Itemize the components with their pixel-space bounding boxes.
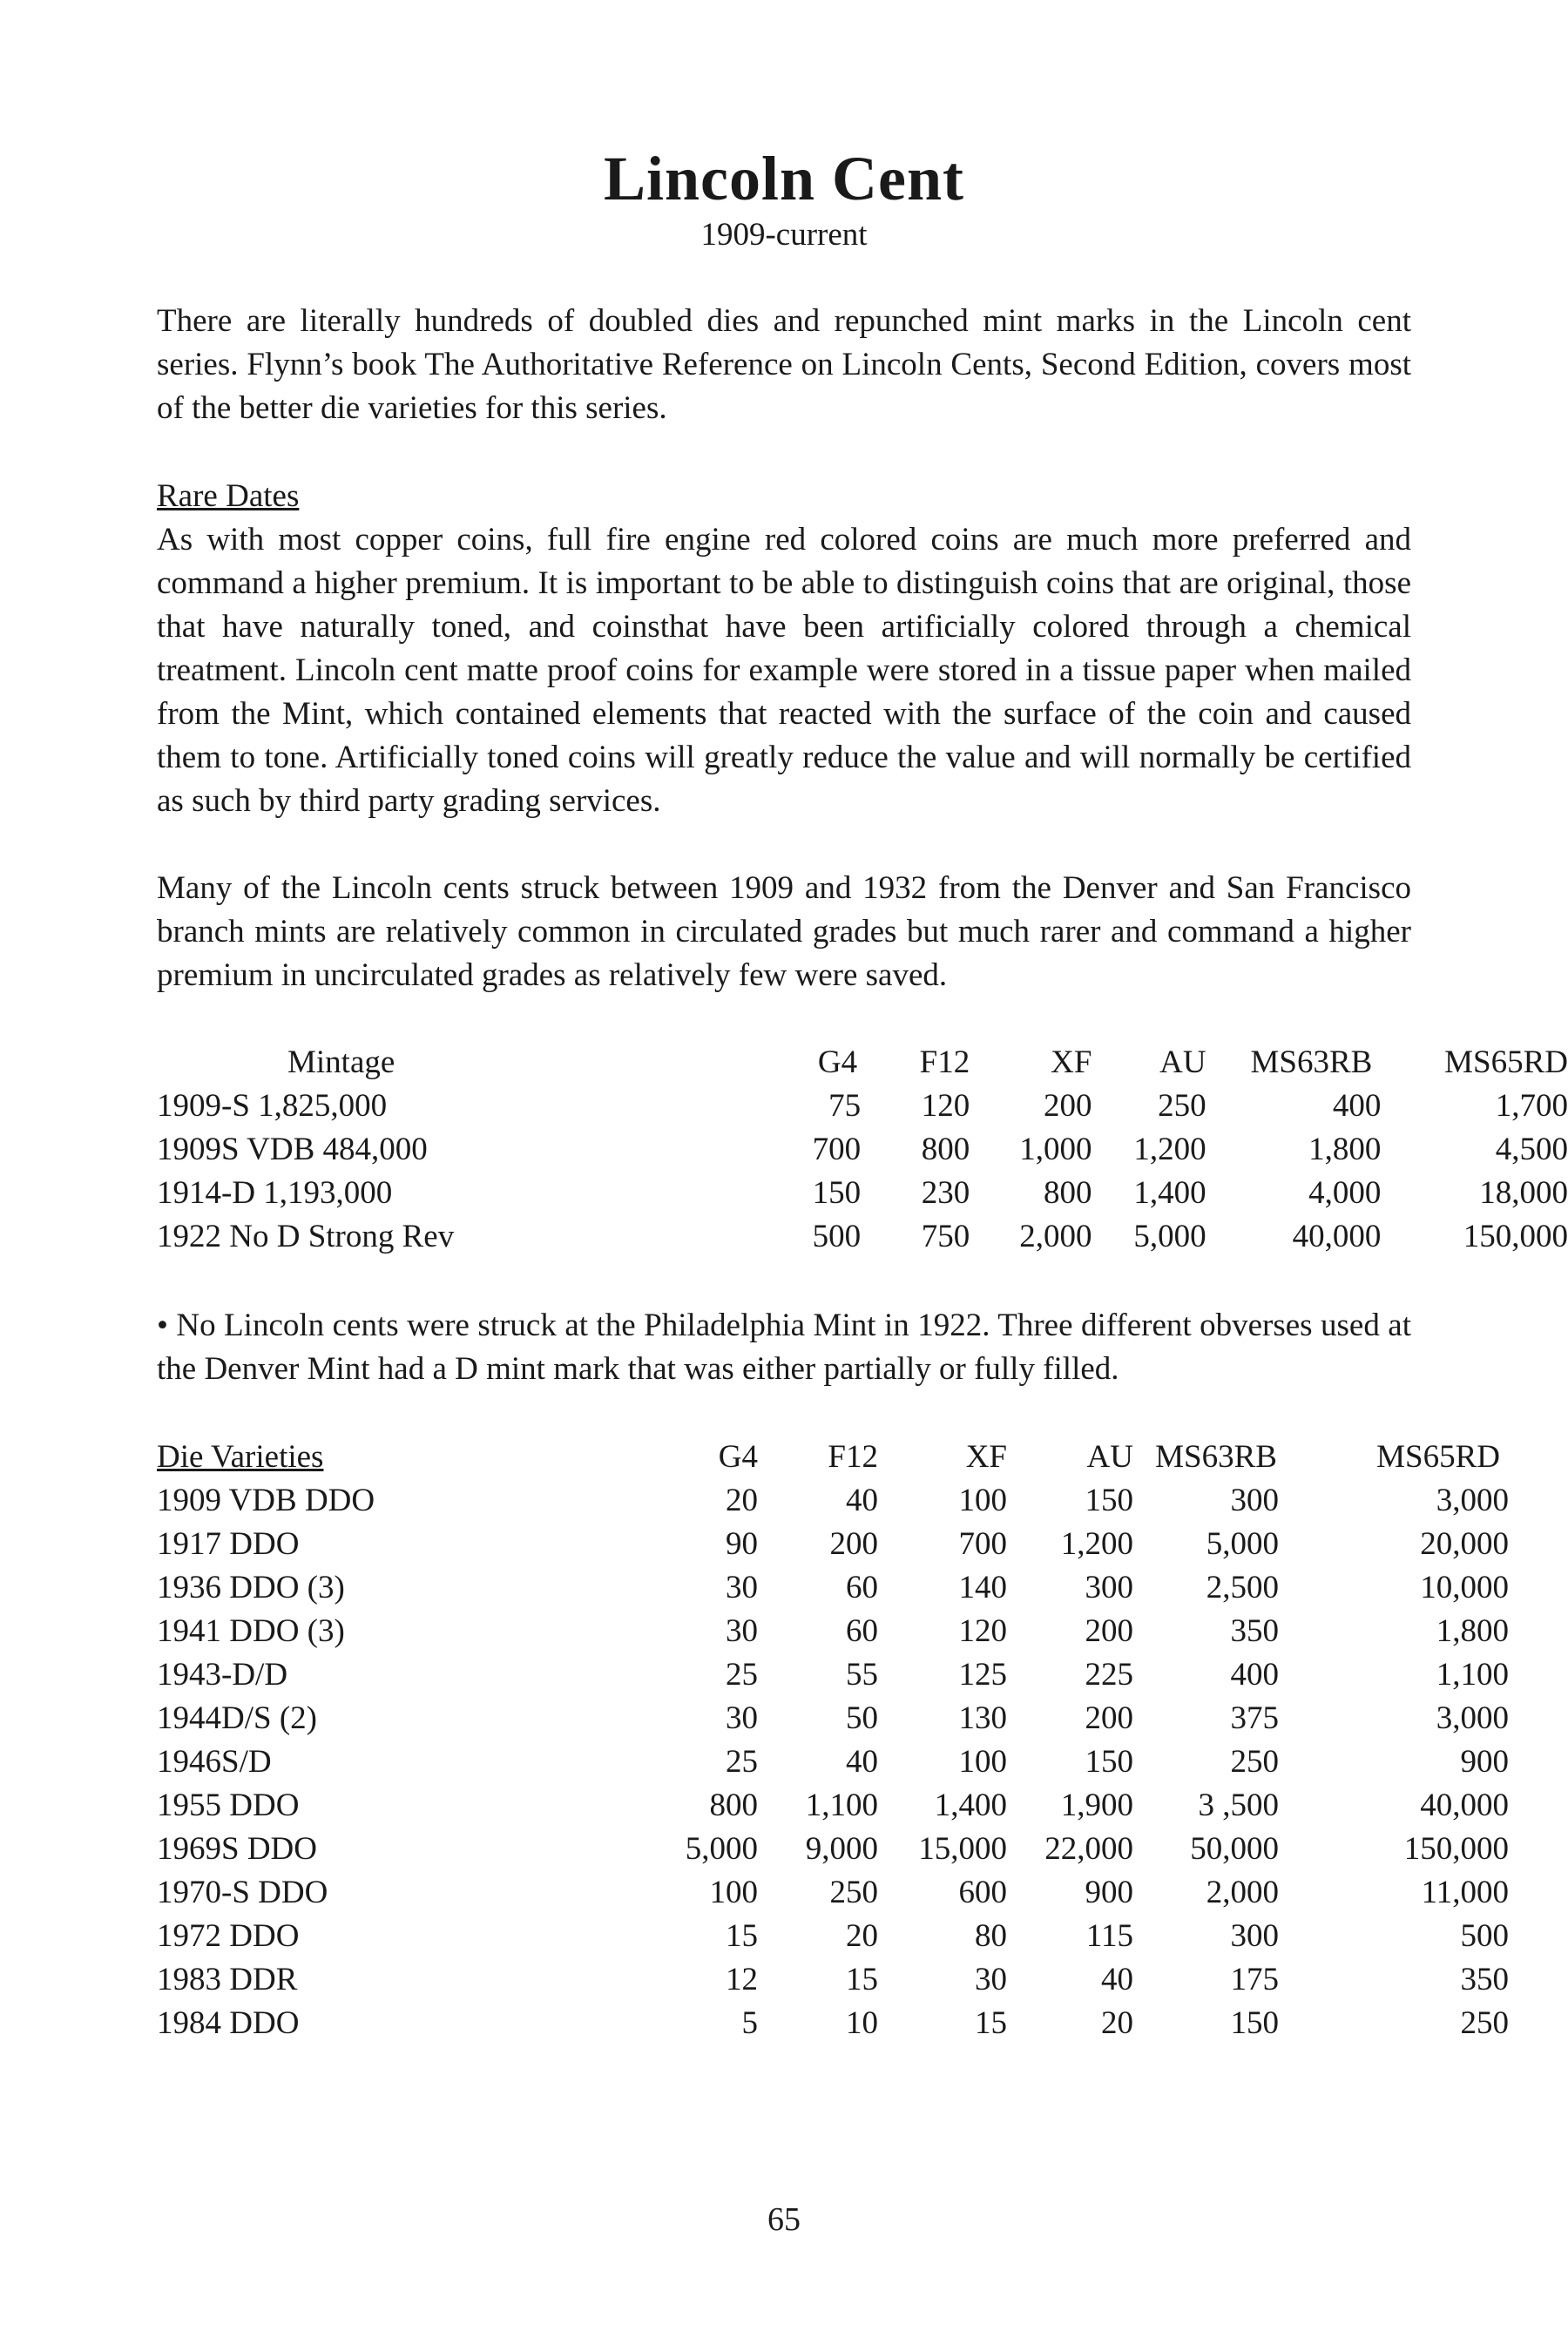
row-label: 1946S/D [157,1744,272,1780]
row-label: 1984 DDO [157,2005,300,2041]
die-varieties-table [157,1436,1509,2045]
table-row [157,1172,1568,1215]
table-cell: 300 [1085,1570,1133,1605]
table-cell: 1,700 [1495,1088,1568,1124]
table-cell: 230 [921,1175,970,1211]
table-cell: 120 [958,1613,1007,1649]
table-cell: 250 [1158,1088,1206,1124]
table-cell: 800 [921,1132,970,1167]
table-cell: 800 [1043,1175,1092,1211]
table-cell: 75 [828,1088,862,1124]
table-cell: 15 [726,1918,758,1954]
table-cell: 800 [709,1788,758,1823]
row-label: 1972 DDO [157,1918,300,1954]
table-cell: 2,500 [1206,1570,1279,1605]
rare-dates-table [157,1041,1568,1259]
table-row [157,1871,1509,1915]
row-label: 1970-S DDO [157,1875,328,1910]
rare-dates-heading: Rare Dates [157,478,300,514]
table-row [157,2002,1509,2045]
column-header: AU [1086,1439,1133,1475]
table-cell: 4,000 [1308,1175,1382,1211]
table-cell: 1,200 [1060,1526,1133,1562]
table-cell: 125 [958,1657,1007,1693]
table-cell: 20,000 [1420,1526,1509,1562]
table-cell: 1,800 [1308,1132,1382,1167]
table-cell: 5,000 [1133,1219,1206,1254]
table-row [157,1085,1568,1128]
table-cell: 1,400 [934,1788,1007,1823]
table-cell: 55 [846,1657,878,1693]
table-cell: 30 [726,1700,758,1736]
branch-mints-paragraph: Many of the Lincoln cents struck between 1909 and 1932 from the Denver and San Francisco branch mints are relatively common in circulated grades but much rarer and command a higher premium in uncirculated grades as relatively few were saved. [157,870,1411,993]
table-cell: 40,000 [1420,1788,1509,1823]
table-row [157,1523,1509,1566]
table-cell: 15 [975,2005,1007,2041]
row-label: 1941 DDO (3) [157,1613,345,1649]
table-header-row [157,1041,1568,1085]
table-row [157,1610,1509,1653]
row-label: 1983 DDR [157,1962,298,1997]
table-cell: 2,000 [1019,1219,1092,1254]
table-row [157,1479,1509,1523]
table-cell: 30 [726,1570,758,1605]
table-cell: 5,000 [1206,1526,1279,1562]
table-header-row [157,1436,1509,1479]
table-cell: 30 [726,1613,758,1649]
table-cell: 100 [958,1744,1007,1780]
column-header: MS65RD [1444,1044,1568,1080]
table-cell: 40 [846,1744,878,1780]
table-cell: 10,000 [1420,1570,1509,1605]
table-cell: 750 [921,1219,970,1254]
table-cell: 12 [726,1962,758,1997]
table-cell: 25 [726,1657,758,1693]
table-cell: 2,000 [1206,1875,1279,1910]
table-row [157,1915,1509,1958]
table-cell: 140 [958,1570,1007,1605]
table-cell: 15 [846,1962,878,1997]
table-row [157,1784,1509,1828]
table-cell: 200 [1085,1613,1133,1649]
table-cell: 150,000 [1403,1831,1509,1867]
column-header: G4 [718,1439,758,1475]
column-header: G4 [817,1044,858,1080]
table-row [157,1215,1568,1259]
table-cell: 1,100 [1436,1657,1509,1693]
table-cell: 9,000 [805,1831,878,1867]
table-cell: 60 [846,1613,878,1649]
row-label: 1909-S 1,825,000 [157,1088,388,1124]
rare-dates-table-body [157,1085,1568,1259]
table-cell: 100 [958,1483,1007,1518]
table-cell: 400 [1332,1088,1382,1124]
page-subtitle: 1909-current [700,217,868,253]
row-label: 1943-D/D [157,1657,288,1693]
table-cell: 1,200 [1133,1132,1206,1167]
die-varieties-table-body [157,1479,1509,2045]
table-cell: 100 [709,1875,758,1910]
table-cell: 15,000 [918,1831,1007,1867]
row-label: 1922 No D Strong Rev [157,1219,455,1254]
table-cell: 40 [846,1483,878,1518]
table-cell: 1,900 [1060,1788,1133,1823]
table-cell: 700 [812,1132,862,1167]
column-header: F12 [919,1044,970,1080]
table-cell: 200 [1043,1088,1092,1124]
intro-paragraph: There are literally hundreds of doubled dies and repunched mint marks in the Lincoln cent series. Flynn’s book The Authoritative Reference on Lincoln Cents, Second Edition, covers most of the better die varieties for this series. [157,303,1411,426]
column-header: XF [1051,1044,1092,1080]
table-row [157,1958,1509,2002]
table-cell: 40 [1101,1962,1133,1997]
table-cell: 3,000 [1436,1700,1509,1736]
table-cell: 20 [726,1483,758,1518]
column-header: MS65RD [1376,1439,1500,1475]
column-header: XF [965,1439,1007,1475]
table-cell: 150 [812,1175,862,1211]
table-cell: 25 [726,1744,758,1780]
table-row [157,1740,1509,1784]
table-cell: 500 [812,1219,862,1254]
table-cell: 350 [1460,1962,1509,1997]
table-cell: 11,000 [1421,1875,1509,1910]
page-number: 65 [767,2201,801,2238]
table-cell: 150 [1230,2005,1279,2041]
table-cell: 225 [1085,1657,1133,1693]
table-row [157,1566,1509,1610]
table-cell: 500 [1460,1918,1509,1954]
table-cell: 22,000 [1044,1831,1133,1867]
table-cell: 350 [1230,1613,1279,1649]
table-cell: 5,000 [685,1831,758,1867]
column-header: F12 [828,1439,878,1475]
table-cell: 900 [1085,1875,1133,1910]
table-cell: 150 [1085,1744,1133,1780]
table-cell: 80 [975,1918,1007,1954]
table-row [157,1128,1568,1172]
table-cell: 1,000 [1019,1132,1092,1167]
table-cell: 1,800 [1436,1613,1509,1649]
column-header: Mintage [287,1044,395,1080]
note-1922-paragraph: • No Lincoln cents were struck at the Philadelphia Mint in 1922. Three different obverses used at the Denver Mint had a D mint mark that was either partially or fully filled. [157,1308,1411,1387]
table-row [157,1697,1509,1740]
row-label: 1909 VDB DDO [157,1483,375,1518]
table-cell: 10 [846,2005,878,2041]
die-varieties-heading: Die Varieties [157,1439,324,1475]
row-label: 1914-D 1,193,000 [157,1175,393,1211]
table-cell: 900 [1460,1744,1509,1780]
table-cell: 30 [975,1962,1007,1997]
row-label: 1917 DDO [157,1526,300,1562]
table-row [157,1828,1509,1871]
table-cell: 3,000 [1436,1483,1509,1518]
table-cell: 1,400 [1133,1175,1206,1211]
table-cell: 250 [1230,1744,1279,1780]
table-cell: 4,500 [1495,1132,1568,1167]
table-cell: 130 [958,1700,1007,1736]
row-label: 1909S VDB 484,000 [157,1132,428,1167]
table-cell: 20 [1101,2005,1133,2041]
table-cell: 115 [1085,1918,1133,1954]
table-cell: 5 [741,2005,758,2041]
table-row [157,1653,1509,1697]
column-header: MS63RB [1155,1439,1277,1475]
table-cell: 18,000 [1479,1175,1568,1211]
row-label: 1936 DDO (3) [157,1570,345,1605]
table-cell: 200 [1085,1700,1133,1736]
table-cell: 250 [1460,2005,1509,2041]
table-cell: 150 [1085,1483,1133,1518]
column-header: AU [1159,1044,1206,1080]
table-cell: 60 [846,1570,878,1605]
table-cell: 3 ,500 [1198,1788,1279,1823]
page-title: Lincoln Cent [603,144,965,213]
table-cell: 50 [846,1700,878,1736]
table-cell: 600 [958,1875,1007,1910]
table-cell: 200 [829,1526,878,1562]
table-cell: 175 [1230,1962,1279,1997]
table-cell: 1,100 [805,1788,878,1823]
table-cell: 300 [1230,1483,1279,1518]
row-label: 1955 DDO [157,1788,300,1823]
table-cell: 400 [1230,1657,1279,1693]
row-label: 1969S DDO [157,1831,317,1867]
table-cell: 90 [726,1526,758,1562]
row-label: 1944D/S (2) [157,1700,317,1736]
table-cell: 150,000 [1463,1219,1568,1254]
rare-dates-paragraph: As with most copper coins, full fire engine red colored coins are much more preferred and command a higher premium. It is important to be able to distinguish coins that are original, those that have naturally toned, and coinsthat have been artificially colored through a chemical treatment. Lincoln cent matte proof coins for example were stored in a tissue paper when mailed from the Mint, which contained elements that reacted with the surface of the coin and caused them to tone. Artificially toned coins will greatly reduce the value and will normally be certified as such by third party grading services. [157,522,1411,819]
table-cell: 250 [829,1875,878,1910]
table-cell: 700 [958,1526,1007,1562]
table-cell: 40,000 [1292,1219,1382,1254]
table-cell: 375 [1230,1700,1279,1736]
table-cell: 120 [921,1088,970,1124]
table-cell: 20 [846,1918,878,1954]
table-cell: 50,000 [1190,1831,1279,1867]
column-header: MS63RB [1250,1044,1373,1080]
table-cell: 300 [1230,1918,1279,1954]
